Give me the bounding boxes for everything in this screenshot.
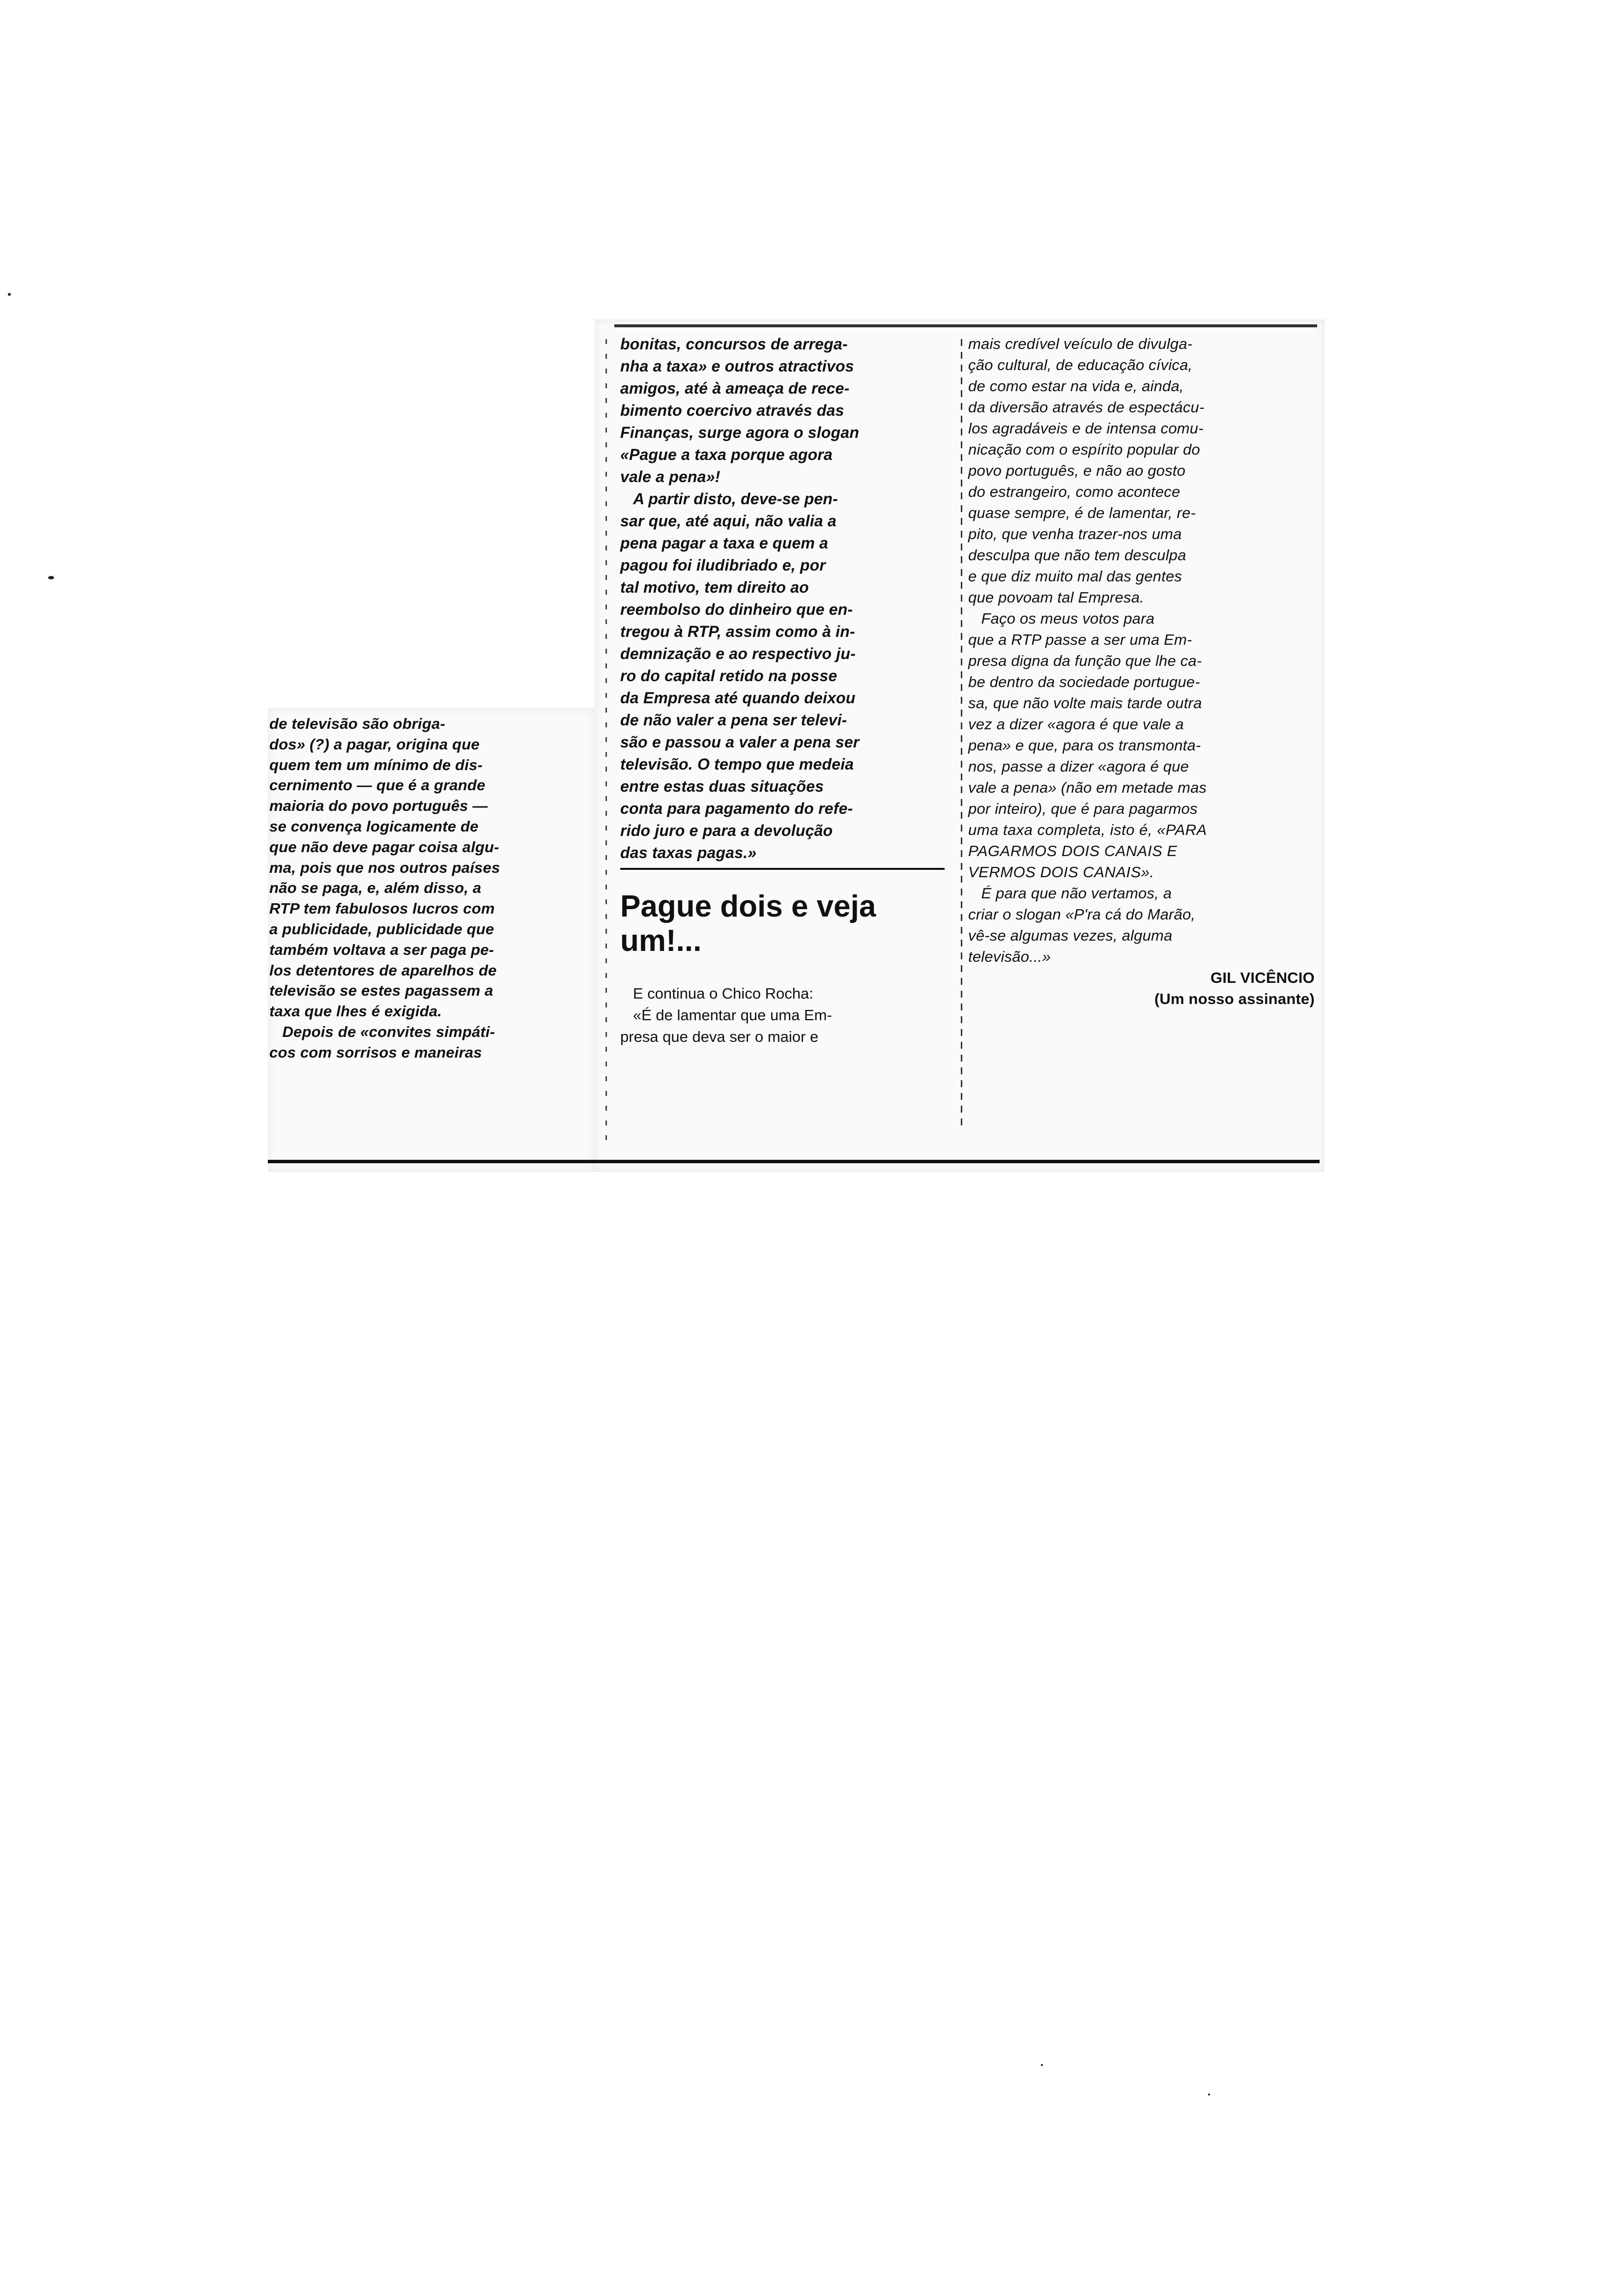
section-divider (620, 868, 945, 870)
text-line: mais credível veículo de divulga- (968, 335, 1193, 352)
text-line: televisão...» (968, 948, 1051, 965)
text-line: «É de lamentar que uma Em- (620, 1006, 832, 1024)
text-line: Depois de «convites simpáti- (269, 1023, 495, 1040)
text-line: ma, pois que nos outros países (269, 859, 500, 876)
text-line: entre estas duas situações (620, 777, 824, 795)
text-line: pagou foi iludibriado e, por (620, 556, 826, 574)
text-line: ro do capital retido na posse (620, 667, 837, 685)
text-line: nicação com o espírito popular do (968, 441, 1200, 458)
text-line: televisão se estes pagassem a (269, 982, 493, 1000)
text-line: sar que, até aqui, não valia a (620, 512, 836, 530)
text-line: das taxas pagas.» (620, 844, 757, 861)
text-line: pena pagar a taxa e quem a (620, 534, 829, 552)
text-line: rido juro e para a devolução (620, 822, 833, 839)
text-line: vez a dizer «agora é que vale a (968, 716, 1184, 733)
text-line: amigos, até à ameaça de rece- (620, 379, 850, 397)
text-line: são e passou a valer a pena ser (620, 733, 860, 751)
text-line: que a RTP passe a ser uma Em- (968, 631, 1192, 648)
text-line: vale a pena»! (620, 468, 720, 486)
column-separator-left (605, 339, 607, 1145)
text-line: de televisão são obriga- (269, 715, 445, 732)
text-line: Finanças, surge agora o slogan (620, 424, 860, 441)
text-line: los agradáveis e de intensa comu- (968, 420, 1204, 437)
article-column-left (269, 714, 594, 1063)
scan-speck (1208, 2094, 1210, 2095)
text-line: Faço os meus votos para (968, 610, 1155, 627)
text-line: bonitas, concursos de arrega- (620, 335, 848, 353)
text-line: da diversão através de espectácu- (968, 399, 1205, 416)
text-line: PAGARMOS DOIS CANAIS E (968, 842, 1178, 860)
article-column-middle (620, 333, 954, 1048)
text-line: tregou à RTP, assim como à in- (620, 623, 855, 640)
text-line: bimento coercivo através das (620, 402, 844, 419)
text-line: taxa que lhes é exigida. (269, 1003, 442, 1020)
text-line: por inteiro), que é para pagarmos (968, 800, 1198, 817)
author-note: (Um nosso assinante) (1154, 990, 1315, 1007)
text-line: presa que deva ser o maior e (620, 1028, 819, 1045)
text-line: vale a pena» (não em metade mas (968, 779, 1207, 796)
text-line: presa digna da função que lhe ca- (968, 652, 1202, 669)
article-column-right (968, 333, 1315, 1009)
article-headline: Pague dois e veja um!... (620, 890, 876, 958)
text-line: É para que não vertamos, a (968, 885, 1172, 902)
text-line: povo português, e não ao gosto (968, 462, 1186, 479)
text-line: be dentro da sociedade portugue- (968, 673, 1200, 690)
text-line: do estrangeiro, como acontece (968, 483, 1180, 500)
text-line: e que diz muito mal das gentes (968, 568, 1182, 585)
author-signature: GIL VICÊNCIO (1210, 969, 1315, 986)
text-line: demnização e ao respectivo ju- (620, 645, 856, 662)
text-line: nha a taxa» e outros atractivos (620, 357, 854, 375)
text-line: desculpa que não tem desculpa (968, 546, 1186, 564)
text-line: de não valer a pena ser televi- (620, 711, 847, 729)
text-line: pena» e que, para os transmonta- (968, 737, 1201, 754)
text-line: quase sempre, é de lamentar, re- (968, 504, 1196, 521)
text-line: ção cultural, de educação cívica, (968, 356, 1193, 373)
text-line: E continua o Chico Rocha: (620, 985, 813, 1002)
text-line: que não deve pagar coisa algu- (269, 838, 499, 856)
text-line: cos com sorrisos e maneiras (269, 1043, 482, 1061)
scan-speck (8, 293, 11, 296)
text-line: «Pague a taxa porque agora (620, 446, 833, 463)
text-line: televisão. O tempo que medeia (620, 755, 854, 773)
text-line: pito, que venha trazer-nos uma (968, 525, 1182, 543)
text-line: não se paga, e, além disso, a (269, 879, 482, 897)
text-line: se convença logicamente de (269, 817, 479, 835)
text-line: quem tem um mínimo de dis- (269, 756, 483, 774)
text-line: também voltava a ser paga pe- (269, 941, 494, 958)
text-line: uma taxa completa, isto é, «PARA (968, 821, 1207, 838)
text-line: de como estar na vida e, ainda, (968, 377, 1184, 395)
text-line: A partir disto, deve-se pen- (620, 490, 838, 508)
text-line: reembolso do dinheiro que en- (620, 601, 853, 618)
scan-speck (48, 576, 54, 579)
text-line: nos, passe a dizer «agora é que (968, 758, 1189, 775)
text-line: tal motivo, tem direito ao (620, 578, 809, 596)
text-line: da Empresa até quando deixou (620, 689, 856, 707)
text-line: dos» (?) a pagar, origina que (269, 735, 480, 753)
text-line: RTP tem fabulosos lucros com (269, 900, 495, 918)
scan-speck (1041, 2064, 1043, 2066)
clipping-top-rule (614, 324, 1317, 327)
text-line: cernimento — que é a grande (269, 776, 486, 794)
text-line: criar o slogan «P'ra cá do Marão, (968, 906, 1196, 923)
text-line: que povoam tal Empresa. (968, 589, 1144, 606)
text-line: sa, que não volte mais tarde outra (968, 694, 1202, 712)
column-separator-right (961, 339, 962, 1125)
text-line: los detentores de aparelhos de (269, 961, 497, 979)
text-line: vê-se algumas vezes, alguma (968, 927, 1173, 944)
text-line: conta para pagamento do refe- (620, 800, 853, 817)
text-line: VERMOS DOIS CANAIS». (968, 863, 1154, 881)
clipping-bottom-rule (268, 1160, 1320, 1163)
text-line: a publicidade, publicidade que (269, 920, 494, 938)
text-line: maioria do povo português — (269, 797, 488, 815)
